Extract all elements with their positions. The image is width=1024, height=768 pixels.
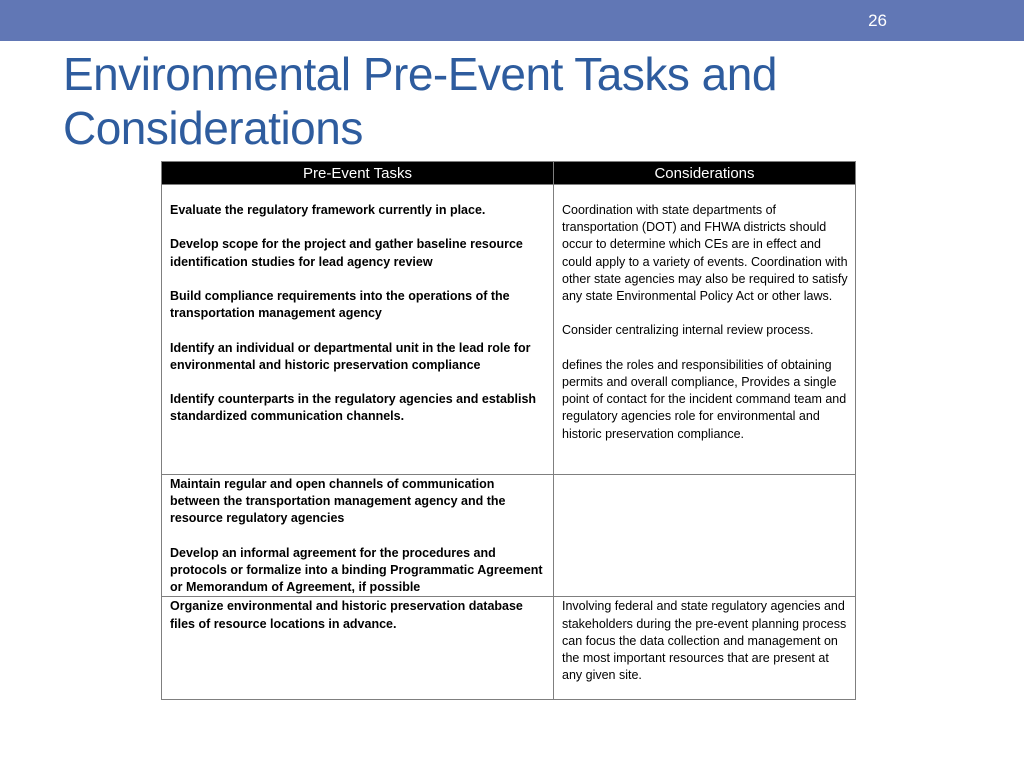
tasks-cell bbox=[162, 597, 554, 700]
task-item: Develop an informal agreement for the procedures and protocols or formalize into a binding Programmatic Agreement or Memorandum of Agreement, if possible bbox=[170, 545, 543, 595]
slide-number: 26 bbox=[868, 11, 887, 30]
header-considerations: Considerations bbox=[554, 162, 856, 185]
tasks-cell bbox=[162, 475, 554, 597]
slide-title-line-1: Environmental Pre-Event Tasks and bbox=[63, 48, 777, 100]
slide-title-line-2: Considerations bbox=[63, 102, 363, 154]
task-item: Organize environmental and historic preservation database files of resource locations in advance. bbox=[170, 599, 523, 631]
table-row bbox=[162, 185, 856, 475]
considerations-cell bbox=[554, 185, 856, 475]
task-item: Evaluate the regulatory framework currently in place. bbox=[170, 203, 486, 217]
table-header-row bbox=[162, 162, 856, 185]
task-item: Develop scope for the project and gather baseline resource identification studies for lead agency review bbox=[170, 237, 523, 269]
task-item: Build compliance requirements into the operations of the transportation management agency bbox=[170, 288, 510, 321]
consideration-item: Consider centralizing internal review process. bbox=[562, 323, 814, 338]
task-item: Maintain regular and open channels of communication between the transportation management agency and the resource regulatory agencies bbox=[170, 477, 506, 526]
tasks-table-container bbox=[161, 161, 855, 700]
consideration-item: Coordination with state departments of transportation (DOT) and FHWA districts should occur to determine which CEs are in effect and could apply to a variety of events. Coordination with other state agencies may also be required to satisfy any state Environmental Policy Act or other laws. bbox=[562, 203, 848, 304]
considerations-cell bbox=[554, 475, 856, 597]
consideration-item: defines the roles and responsibilities of obtaining permits and overall compliance, Provides a single point of contact for the incident command team and regulatory agencies role for environmental and historic preservation compliance. bbox=[562, 357, 847, 441]
table-row bbox=[162, 597, 856, 700]
slide-title bbox=[63, 47, 963, 155]
considerations-cell bbox=[554, 597, 856, 700]
top-banner bbox=[0, 0, 1024, 41]
tasks-cell bbox=[162, 185, 554, 475]
tasks-considerations-table bbox=[161, 161, 856, 700]
table-row bbox=[162, 475, 856, 597]
task-item: Identify counterparts in the regulatory agencies and establish standardized communication channels. bbox=[170, 392, 537, 424]
header-pre-event-tasks: Pre-Event Tasks bbox=[162, 162, 554, 185]
task-item: Identify an individual or departmental unit in the lead role for environmental and historic preservation compliance bbox=[170, 340, 531, 372]
consideration-item: Involving federal and state regulatory agencies and stakeholders during the pre-event planning process can focus the data collection and management on the most important resources that are present at any given site. bbox=[562, 599, 847, 683]
